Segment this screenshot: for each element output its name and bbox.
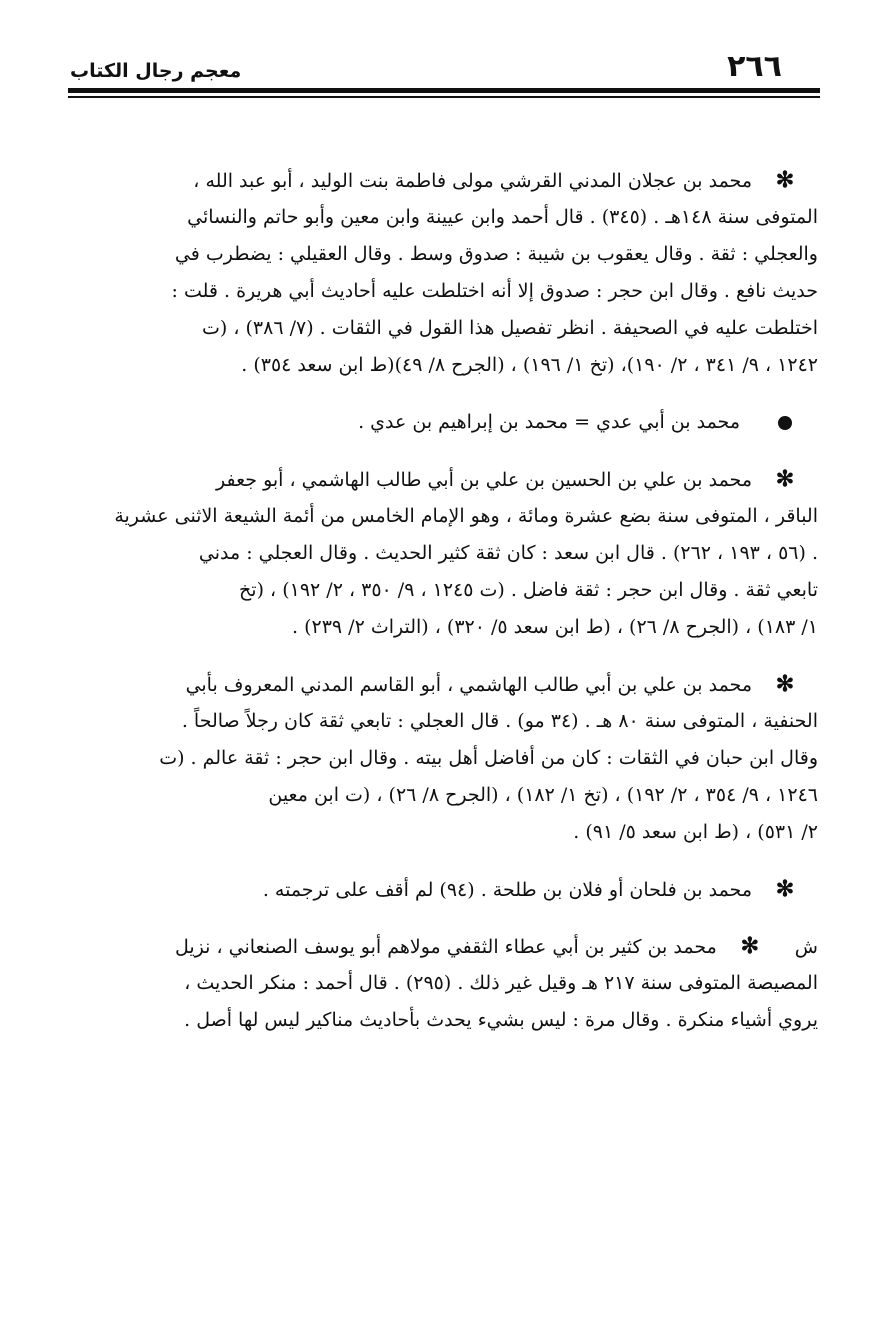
entry-text: محمد بن أبي عدي = محمد بن إبراهيم بن عدي .: [358, 411, 740, 433]
page-number: ٢٦٦: [727, 49, 782, 84]
biography-entry: [68, 666, 818, 851]
entry-line: حديث نافع . وقال ابن حجر : صدوق إلا أنه اختلطت عليه أحاديث أبي هريرة . قلت :: [171, 280, 818, 302]
entry-line: اختلطت عليه في الصحيفة . انظر تفصيل هذا القول في الثقات . (٧/ ٣٨٦) ، (ت: [201, 317, 818, 339]
asterisk-icon: ✻: [775, 671, 795, 697]
entry-line: . (٥٦ ، ١٩٣ ، ٢٦٢) . قال ابن سعد : كان ثقة كثير الحديث . وقال العجلي : مدني: [198, 542, 818, 564]
entry-line: [68, 666, 818, 703]
entry-text: محمد بن علي بن الحسين بن علي بن أبي طالب الهاشمي ، أبو جعفر: [216, 469, 752, 491]
entry-line: تابعي ثقة . وقال ابن حجر : ثقة فاضل . (ت ١٢٤٥ ، ٩/ ٣٥٠ ، ٢/ ١٩٢) ، (تخ: [239, 579, 818, 601]
biography-entry: [68, 461, 818, 646]
entry-text: محمد بن فلحان أو فلان بن طلحة . (٩٤) لم أقف على ترجمته .: [262, 879, 752, 901]
entry-line: والعجلي : ثقة . وقال يعقوب بن شيبة : صدوق وسط . وقال العقيلي : يضطرب في: [174, 243, 818, 265]
header-rule-thick: [68, 88, 820, 93]
asterisk-icon: ✻: [740, 933, 760, 959]
cross-reference-entry: [68, 404, 818, 441]
entry-line: يروي أشياء منكرة . وقال مرة : ليس بشيء يحدث بأحاديث مناكير ليس لها أصل .: [184, 1009, 818, 1031]
entry-line: [68, 162, 818, 199]
entry-line: [68, 461, 818, 498]
biography-entry: [68, 162, 818, 384]
asterisk-icon: ✻: [775, 466, 795, 492]
entry-line: ٢/ ٥٣١) ، (ط ابن سعد ٥/ ٩١) .: [573, 821, 818, 843]
entry-line: الحنفية ، المتوفى سنة ٨٠ هـ . (٣٤ مو) . قال العجلي : تابعي ثقة كان رجلاً صالحاً .: [181, 710, 818, 732]
entry-text: محمد بن عجلان المدني القرشي مولى فاطمة بنت الوليد ، أبو عبد الله ،: [193, 170, 752, 192]
entry-line: المتوفى سنة ١٤٨هـ . (٣٤٥) . قال أحمد وابن عيينة وابن معين وأبو حاتم والنسائي: [187, 206, 818, 228]
entry-line: ١/ ١٨٣) ، (الجرح ٨/ ٢٦) ، (ط ابن سعد ٥/ ٣٢٠) ، (التراث ٢/ ٢٣٩) .: [291, 616, 818, 638]
entry-line: ١٢٤٢ ، ٩/ ٣٤١ ، ٢/ ١٩٠)، (تخ ١/ ١٩٦) ، (الجرح ٨/ ٤٩)(ط ابن سعد ٣٥٤) .: [241, 354, 818, 376]
biography-entry: [68, 871, 818, 908]
entry-line: [68, 404, 818, 441]
asterisk-icon: ✻: [775, 876, 795, 902]
entry-text: محمد بن كثير بن أبي عطاء الثقفي مولاهم أبو يوسف الصنعاني ، نزيل: [175, 936, 717, 958]
header-rule-thin: [68, 96, 820, 98]
biography-entry: [68, 928, 818, 1039]
bullet-icon: [778, 416, 792, 430]
asterisk-icon: ✻: [775, 167, 795, 193]
entry-line: ١٢٤٦ ، ٩/ ٣٥٤ ، ٢/ ١٩٢) ، (تخ ١/ ١٨٢) ، (الجرح ٨/ ٢٦) ، (ت ابن معين: [268, 784, 818, 806]
entry-line: [68, 928, 818, 965]
entry-line: [68, 871, 818, 908]
entry-line: الباقر ، المتوفى سنة بضع عشرة ومائة ، وهو الإمام الخامس من أئمة الشيعة الاثنى عشرية: [114, 505, 818, 527]
entry-line: المصيصة المتوفى سنة ٢١٧ هـ وقيل غير ذلك . (٢٩٥) . قال أحمد : منكر الحديث ،: [184, 972, 818, 994]
entry-text: محمد بن علي بن أبي طالب الهاشمي ، أبو القاسم المدني المعروف بأبي: [185, 674, 752, 696]
running-title: معجم رجال الكتاب: [70, 60, 242, 82]
source-siglum: ش: [794, 936, 818, 958]
entry-line: وقال ابن حبان في الثقات : كان من أفاضل أهل بيته . وقال ابن حجر : ثقة عالم . (ت: [159, 747, 818, 769]
page-body: [68, 162, 818, 1059]
